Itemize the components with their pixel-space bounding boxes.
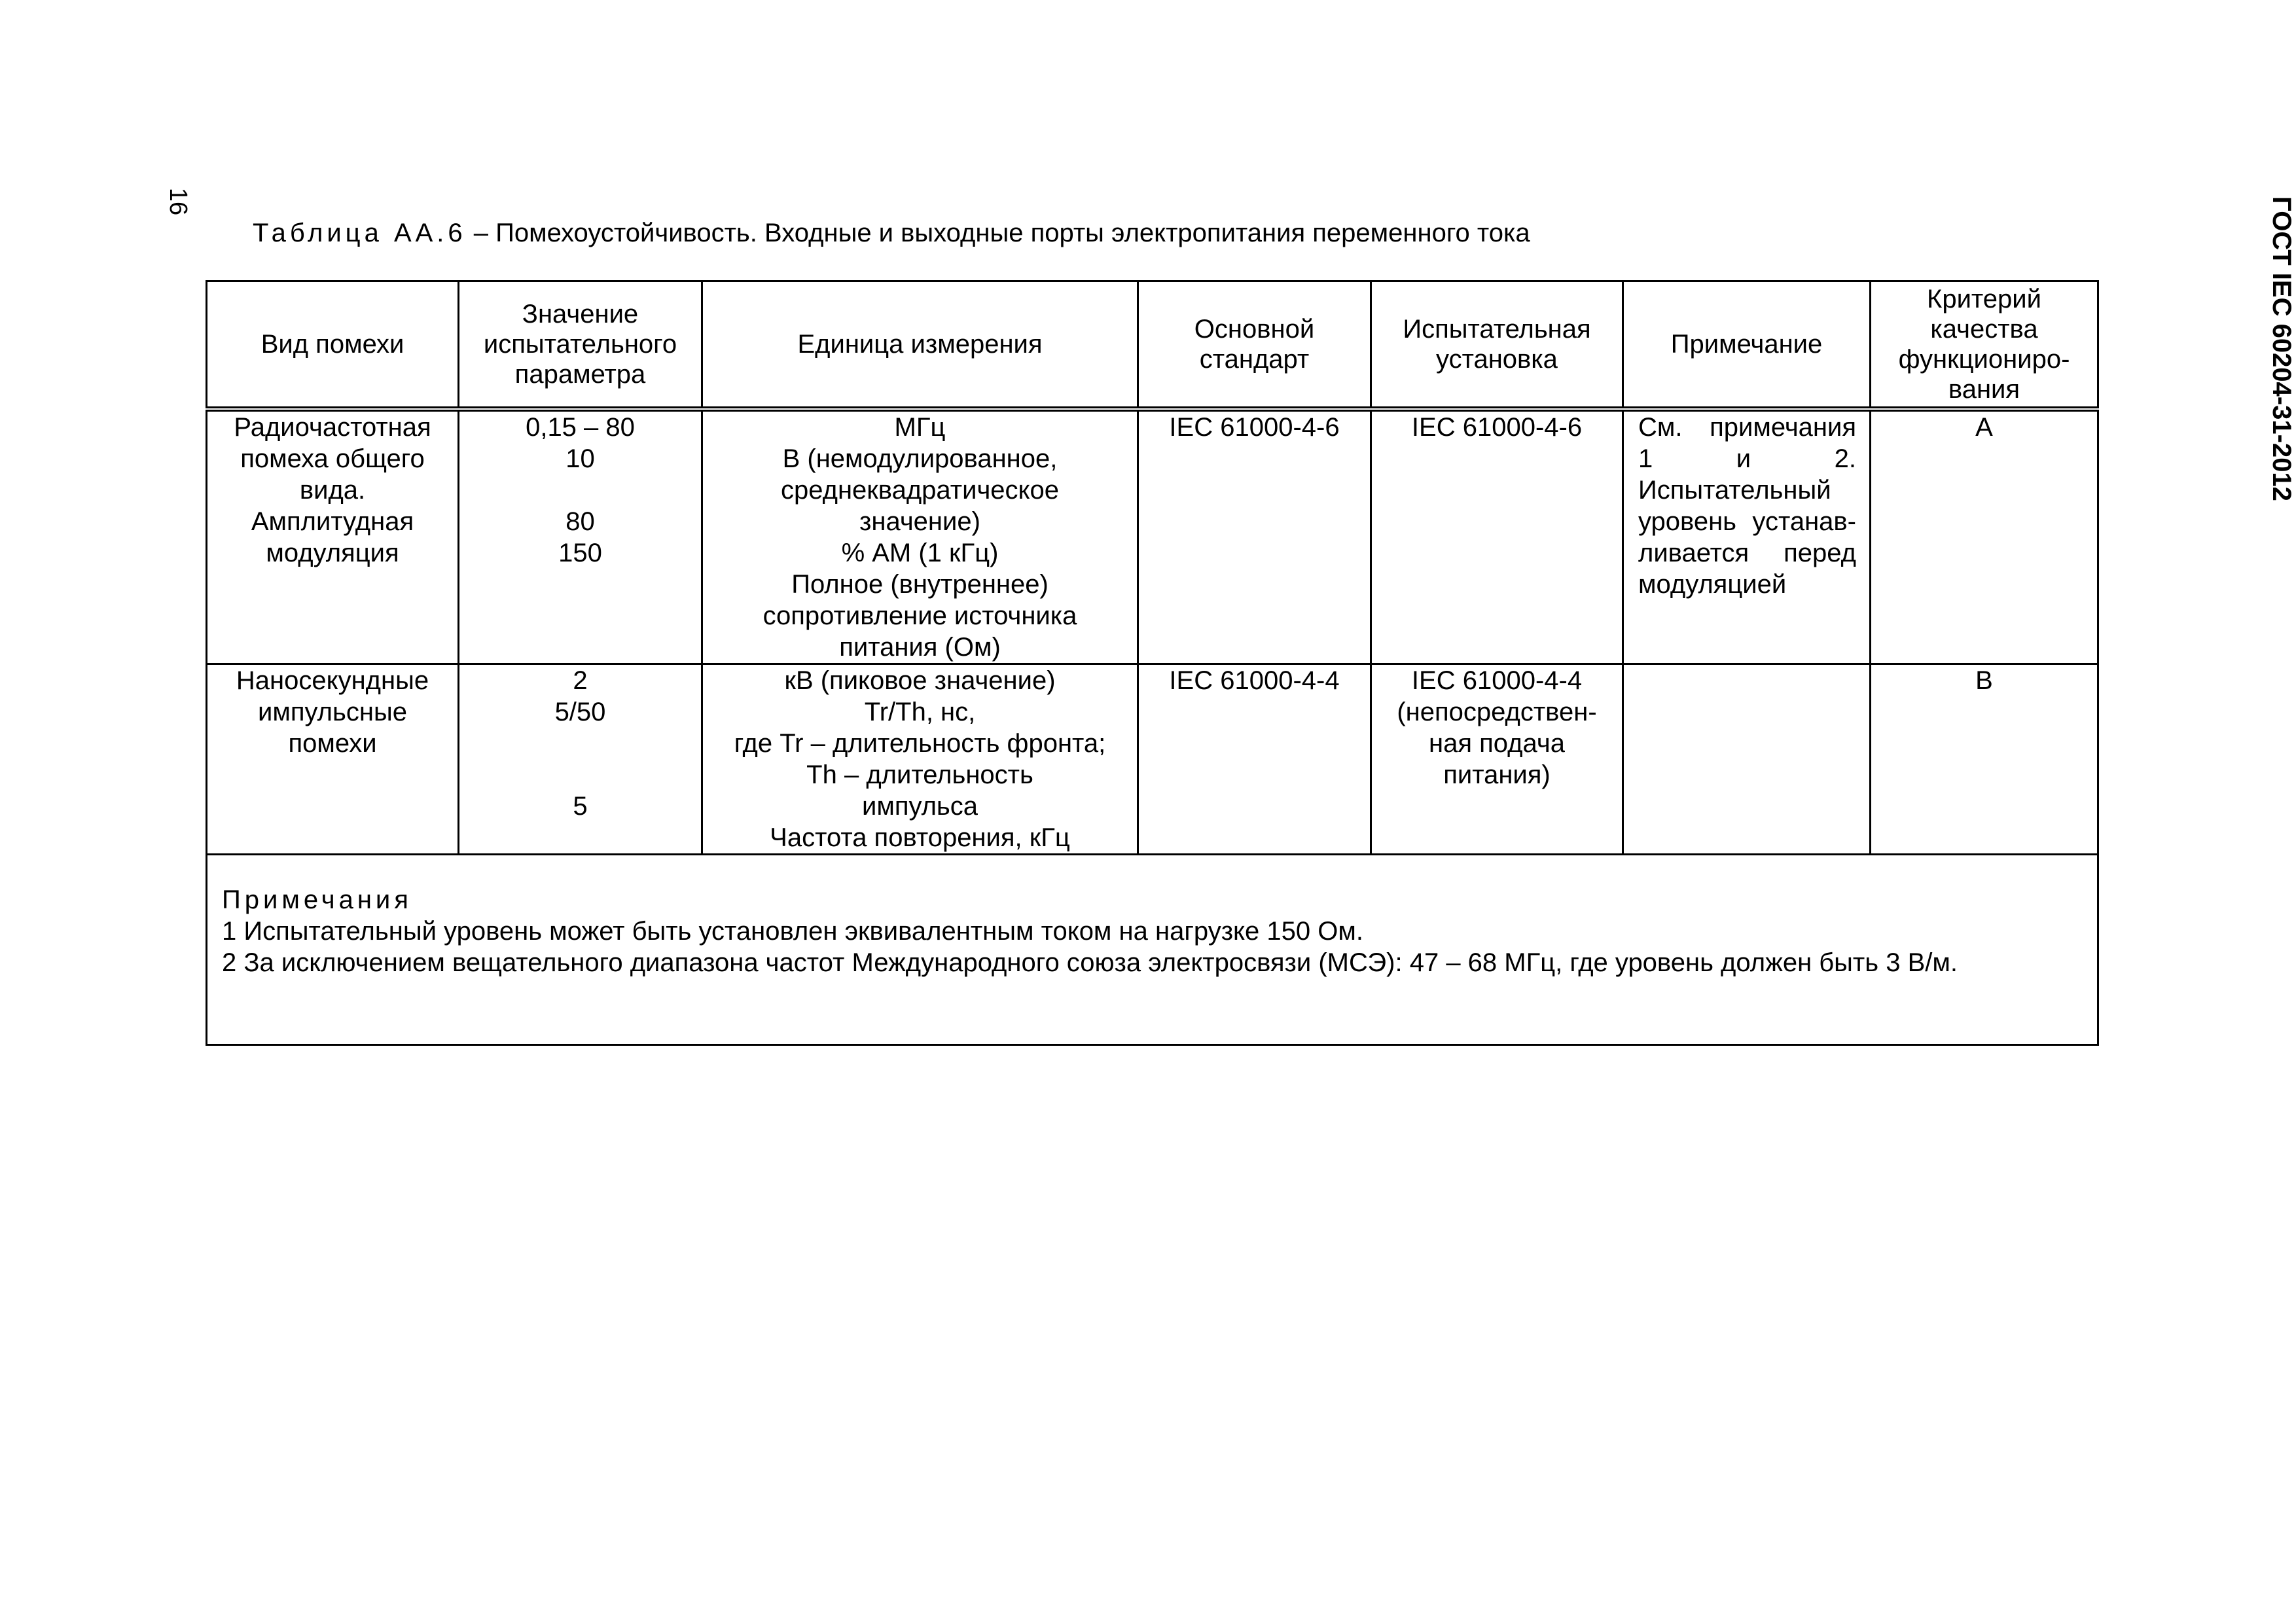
note-item-1: 1 Испытательный уровень может быть установлен эквивалентным током на нагрузке 150 Ом. (222, 917, 1363, 946)
table-caption-prefix: Таблица АА.6 (253, 219, 467, 247)
immunity-table (206, 280, 2099, 1046)
note-item-2: 2 За исключением вещательного диапазона частот Международного союза электросвязи (МСЭ): 47 – 68 МГц, где уровень должен быть 3 В/м. (222, 948, 1958, 977)
table-row (207, 409, 2098, 664)
cell-test-value: 2 5/50 5 (459, 664, 702, 855)
table-row (207, 664, 2098, 855)
cell-test-value: 0,15 – 80 10 80 150 (459, 409, 702, 664)
header-note: Примечание (1623, 281, 1871, 410)
cell-note: См. примечания 1 и 2. Испытательный уровень устанав-ливается перед модуляцией (1623, 409, 1871, 664)
cell-test-setup: IEC 61000-4-4 (непосредствен- ная подача питания) (1371, 664, 1623, 855)
cell-test-setup: IEC 61000-4-6 (1371, 409, 1623, 664)
table-caption-text: – Помехоустойчивость. Входные и выходные порты электропитания переменного тока (466, 219, 1530, 247)
cell-unit: кВ (пиковое значение) Tr/Th, нс, где Tr – длительность фронта; Th – длительность импульса Частота повторения, кГц (702, 664, 1138, 855)
notes-title: Примечания (222, 885, 412, 914)
cell-basic-standard: IEC 61000-4-6 (1138, 409, 1371, 664)
table-caption (253, 216, 1530, 250)
table-header-row (207, 281, 2098, 410)
cell-note (1623, 664, 1871, 855)
header-performance-criterion: Критерий качества функциониро-вания (1871, 281, 2098, 410)
table-notes (207, 855, 2098, 1045)
cell-basic-standard: IEC 61000-4-4 (1138, 664, 1371, 855)
cell-disturbance-type: Наносекундные импульсные помехи (207, 664, 459, 855)
cell-unit: МГц В (немодулированное, среднеквадратическое значение) % АМ (1 кГц) Полное (внутреннее) сопротивление источника питания (Ом) (702, 409, 1138, 664)
table-notes-row (207, 855, 2098, 1045)
cell-performance-criterion: В (1871, 664, 2098, 855)
header-basic-standard: Основной стандарт (1138, 281, 1371, 410)
cell-performance-criterion: А (1871, 409, 2098, 664)
cell-disturbance-type: Радиочастотная помеха общего вида. Амплитудная модуляция (207, 409, 459, 664)
header-disturbance-type: Вид помехи (207, 281, 459, 410)
page-number: 16 (164, 187, 192, 216)
standard-id-header: ГОСТ IEC 60204-31-2012 (2267, 196, 2296, 501)
header-unit: Единица измерения (702, 281, 1138, 410)
header-test-setup: Испытательная установка (1371, 281, 1623, 410)
header-test-value: Значение испытательного параметра (459, 281, 702, 410)
